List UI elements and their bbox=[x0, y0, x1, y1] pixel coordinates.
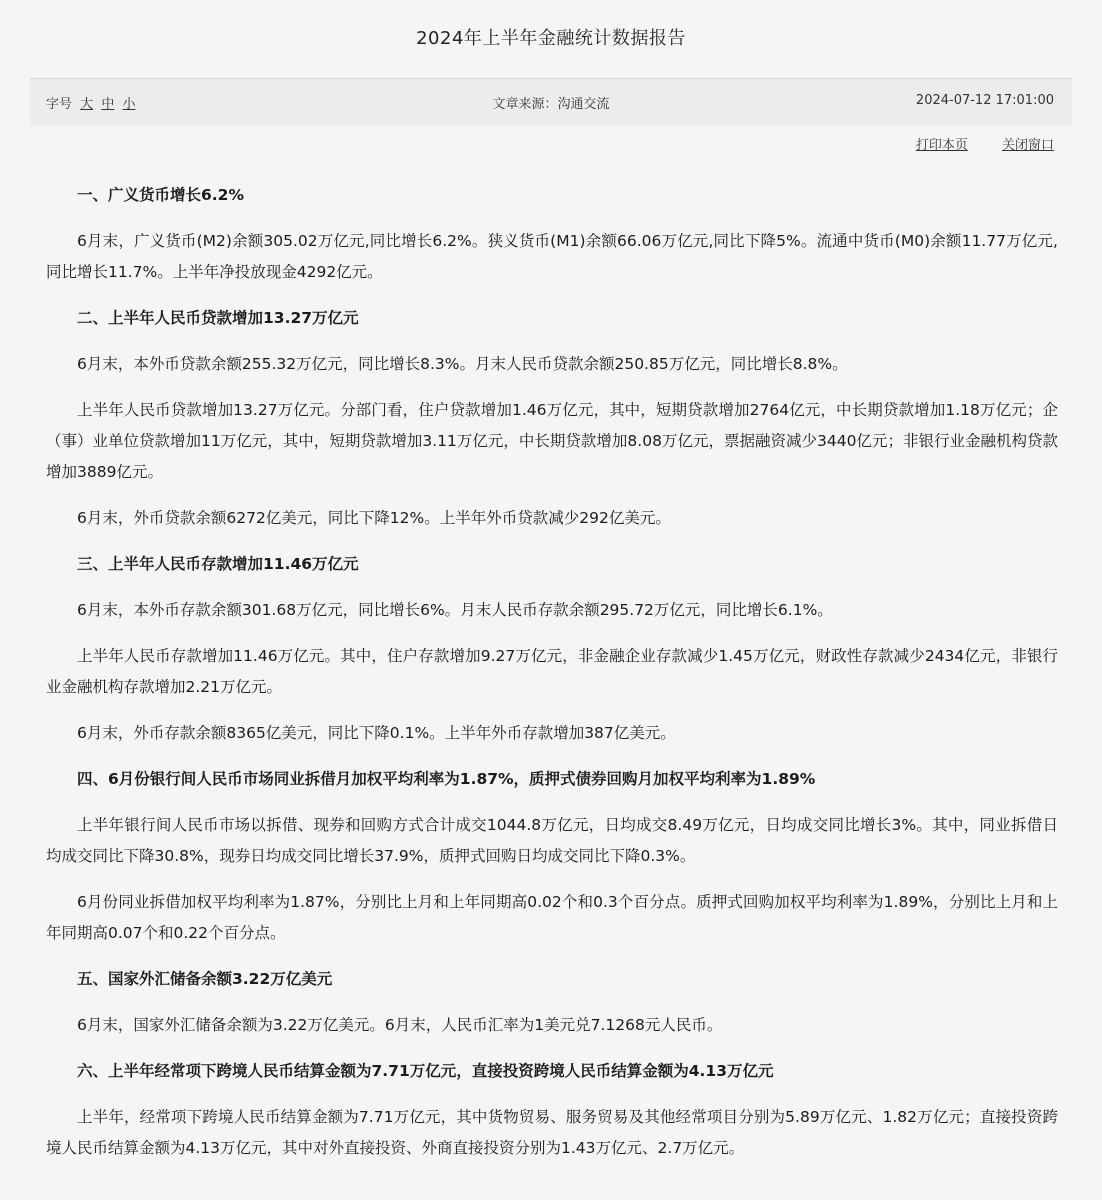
publish-datetime: 2024-07-12 17:01:00 bbox=[915, 93, 1054, 108]
paragraph: 上半年人民币贷款增加13.27万亿元。分部门看，住户贷款增加1.46万亿元，其中，短期贷款增加2764亿元，中长期贷款增加1.18万亿元；企（事）业单位贷款增加11万亿元，其中，短期贷款增加3.11万亿元，中长期贷款增加8.08万亿元，票据融资减少3440亿元；非银行业金融机构贷款增加3889亿元。 bbox=[46, 401, 1058, 481]
paragraph: 6月末，本外币存款余额301.68万亿元，同比增长6%。月末人民币存款余额295.72万亿元，同比增长6.1%。 bbox=[77, 601, 833, 619]
font-size-large-link[interactable]: 大 bbox=[80, 97, 94, 112]
paragraph: 6月末，广义货币(M2)余额305.02万亿元,同比增长6.2%。狭义货币(M1)余额66.06万亿元,同比下降5%。流通中货币(M0)余额11.77万亿元,同比增长11.7%。上半年净投放现金4292亿元。 bbox=[46, 232, 1058, 281]
meta-row bbox=[46, 93, 1056, 113]
font-size-control bbox=[46, 93, 135, 112]
print-page-link[interactable]: 打印本页 bbox=[915, 138, 968, 153]
article-meta-bar bbox=[30, 78, 1072, 126]
article-tools bbox=[886, 134, 1054, 153]
article-body bbox=[46, 180, 1058, 1179]
paragraph: 6月末，外币存款余额8365亿美元，同比下降0.1%。上半年外币存款增加387亿美元。 bbox=[77, 724, 676, 742]
section-heading: 六、上半年经常项下跨境人民币结算金额为7.71万亿元，直接投资跨境人民币结算金额为4.13万亿元 bbox=[77, 1062, 774, 1080]
font-size-medium-link[interactable]: 中 bbox=[101, 97, 115, 112]
paragraph: 上半年，经常项下跨境人民币结算金额为7.71万亿元，其中货物贸易、服务贸易及其他经常项目分别为5.89万亿元、1.82万亿元；直接投资跨境人民币结算金额为4.13万亿元，其中对外直接投资、外商直接投资分别为1.43万亿元、2.7万亿元。 bbox=[46, 1108, 1058, 1157]
section-heading: 一、广义货币增长6.2% bbox=[77, 186, 244, 204]
section-heading: 二、上半年人民币贷款增加13.27万亿元 bbox=[77, 309, 359, 327]
paragraph: 上半年银行间人民币市场以拆借、现券和回购方式合计成交1044.8万亿元，日均成交8.49万亿元，日均成交同比增长3%。其中，同业拆借日均成交同比下降30.8%，现券日均成交同比增长37.9%，质押式回购日均成交同比下降0.3%。 bbox=[46, 816, 1058, 865]
section-heading: 四、6月份银行间人民币市场同业拆借月加权平均利率为1.87%，质押式债券回购月加权平均利率为1.89% bbox=[77, 770, 816, 788]
paragraph: 6月份同业拆借加权平均利率为1.87%，分别比上月和上年同期高0.02个和0.3个百分点。质押式回购加权平均利率为1.89%，分别比上月和上年同期高0.07个和0.22个百分点。 bbox=[46, 893, 1058, 942]
close-window-link[interactable]: 关闭窗口 bbox=[1001, 138, 1054, 153]
paragraph: 上半年人民币存款增加11.46万亿元。其中，住户存款增加9.27万亿元，非金融企业存款减少1.45万亿元，财政性存款减少2434亿元，非银行业金融机构存款增加2.21万亿元。 bbox=[46, 647, 1058, 696]
article-source: 文章来源：沟通交流 bbox=[492, 97, 610, 112]
font-size-small-link[interactable]: 小 bbox=[122, 97, 136, 112]
font-size-label: 字号 bbox=[46, 97, 73, 112]
paragraph: 6月末，外币贷款余额6272亿美元，同比下降12%。上半年外币贷款减少292亿美元。 bbox=[77, 509, 671, 527]
page-title: 2024年上半年金融统计数据报告 bbox=[416, 28, 686, 49]
paragraph: 6月末，国家外汇储备余额为3.22万亿美元。6月末，人民币汇率为1美元兑7.1268元人民币。 bbox=[77, 1016, 723, 1034]
section-heading: 三、上半年人民币存款增加11.46万亿元 bbox=[77, 555, 359, 573]
section-heading: 五、国家外汇储备余额3.22万亿美元 bbox=[77, 970, 333, 988]
paragraph: 6月末，本外币贷款余额255.32万亿元，同比增长8.3%。月末人民币贷款余额250.85万亿元，同比增长8.8%。 bbox=[77, 355, 848, 373]
